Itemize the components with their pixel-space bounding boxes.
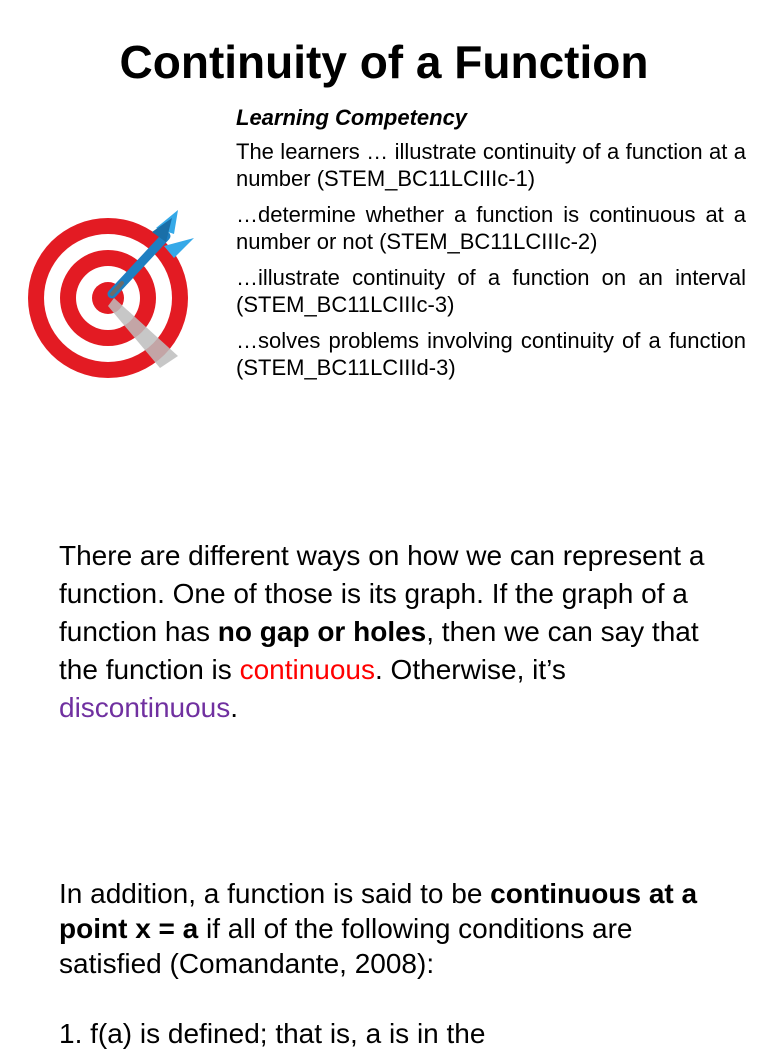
addition-bold-phrase: continuous at a point x = a [59,878,698,944]
competency-heading: Learning Competency [236,105,468,130]
addition-text: if all of the following conditions are satisfied (Comandante, 2008): [59,913,633,979]
continuous-term: continuous [239,654,375,685]
competency-item: The learners … illustrate continuity of a function at a number (STEM_BC11LCIIIc-1) [236,139,746,191]
intro-text: . [230,692,239,723]
competency-item: …solves problems involving continuity of a function (STEM_BC11LCIIId-3) [236,328,746,380]
intro-bold-phrase: no gap or holes [217,616,427,647]
competency-item: …determine whether a function is continuous at a number or not (STEM_BC11LCIIIc-2) [236,202,746,254]
intro-text: There are different ways on how we can represent a function. One of those is its graph. If the graph of a function has [59,540,705,647]
target-with-dart-icon [28,206,206,384]
page-title: Continuity of a Function [119,36,649,88]
learning-competency [236,104,746,390]
intro-text: , then we can say that the function is [59,616,699,685]
addition-paragraph [59,876,739,981]
discontinuous-term: discontinuous [59,692,231,723]
condition-list-partial: 1. f(a) is defined; that is, a is in the [59,1018,486,1049]
addition-text: In addition, a function is said to be [59,878,491,909]
competency-item: …illustrate continuity of a function on an interval (STEM_BC11LCIIIc-3) [236,265,746,317]
intro-text: . Otherwise, it’s [375,654,566,685]
intro-paragraph [59,537,739,727]
